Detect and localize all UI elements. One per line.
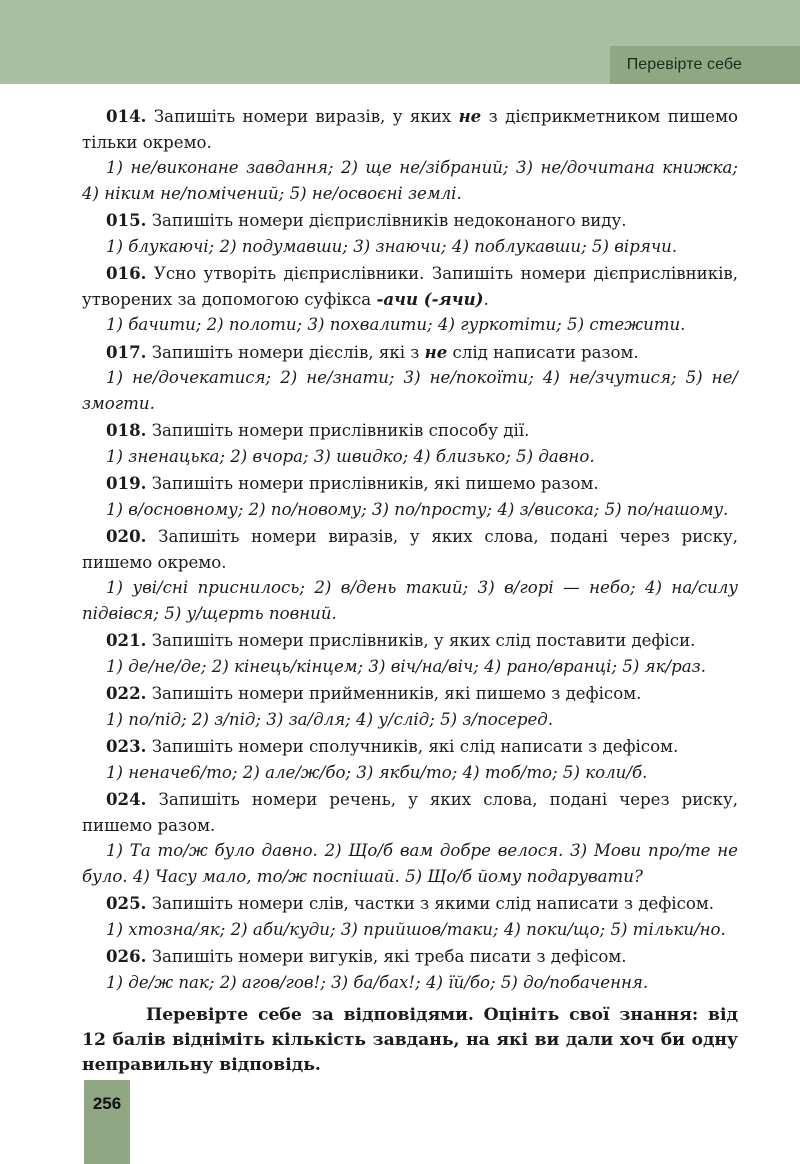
task-instruction: Запишіть номери прислівників способу дії.	[151, 421, 530, 440]
task-instruction: Запишіть номери слів, частки з якими слід написати з дефісом.	[151, 894, 715, 913]
task-number: 014.	[106, 106, 147, 126]
task-number: 025.	[106, 893, 147, 913]
task-options: 1) де/ж пак; 2) агов/гов!; 3) ба/бах!; 4) їй/бо; 5) до/побачення.	[106, 972, 649, 992]
task-instruction-end: з дієприкметником пишемо тільки окремо.	[82, 107, 739, 152]
task-021	[82, 628, 738, 654]
task-number: 026.	[106, 946, 147, 966]
task-instruction: Запишіть номери прислівників, які пишемо разом.	[151, 474, 599, 493]
task-number: 016.	[106, 263, 147, 283]
task-number: 017.	[106, 341, 147, 362]
task-options: 1) блукаючі; 2) подумавши; 3) знаючи; 4) поблукавши; 5) вірячи.	[106, 236, 678, 256]
task-instruction: Запишіть номери прислівників, у яких слід поставити дефіси.	[151, 631, 696, 650]
task-emphasis: -ачи (-ячи)	[376, 288, 484, 309]
task-022	[82, 681, 738, 707]
task-number: 024.	[106, 789, 147, 809]
task-014	[82, 104, 738, 155]
task-instruction: Запишіть номери виразів, у яких	[153, 107, 459, 126]
page-number-tab	[84, 1080, 130, 1164]
task-options: 1) неначе6/то; 2) але/ж/бо; 3) якби/то; 4) тоб/то; 5) коли/б.	[106, 762, 648, 782]
task-number: 019.	[106, 473, 147, 493]
task-instruction: Усно утворіть дієприслівники. Запишіть номери дієприслівників, утворених за допомогою суфікса	[82, 264, 739, 309]
task-options: 1) хтозна/як; 2) аби/куди; 3) прийшов/таки; 4) поки/що; 5) тільки/но.	[106, 919, 726, 939]
task-options: 1) не/дочекатися; 2) не/знати; 3) не/покоїти; 4) не/зчутися; 5) не/змогти.	[82, 368, 738, 413]
task-number: 018.	[106, 420, 147, 440]
task-023	[82, 734, 738, 760]
task-instruction: Запишіть номери виразів, у яких слова, подані через риску, пишемо окремо.	[82, 527, 738, 572]
task-instruction: Запишіть номери дієслів, які з	[151, 342, 425, 362]
task-025	[82, 891, 738, 917]
task-options: 1) уві/сні приснилось; 2) в/день такий; 3) в/горі — небо; 4) на/силу підвівся; 5) у/щерть повний.	[82, 578, 738, 623]
task-015	[82, 208, 738, 234]
task-options: 1) бачити; 2) полоти; 3) похвалити; 4) гуркотіти; 5) стежити.	[106, 315, 686, 334]
task-number: 020.	[106, 526, 147, 546]
task-number: 022.	[106, 683, 147, 703]
task-instruction: Запишіть номери сполучників, які слід написати з дефісом.	[151, 737, 679, 756]
task-options: 1) в/основному; 2) по/новому; 3) по/просту; 4) з/висока; 5) по/нашому.	[106, 499, 729, 519]
task-instruction: Запишіть номери прийменників, які пишемо з дефісом.	[151, 684, 642, 703]
task-020	[82, 524, 738, 575]
task-instruction: Запишіть номери дієприслівників недоконаного виду.	[151, 211, 627, 230]
task-instruction: Запишіть номери речень, у яких слова, подані через риску, пишемо разом.	[82, 790, 738, 835]
task-emphasis: не	[424, 341, 448, 362]
task-options: 1) Та то/ж було давно. 2) Що/б вам добре велося. 3) Мови про/те не було. 4) Часу мало, то/ж поспішай. 5) Що/б йому подарувати?	[82, 841, 738, 886]
task-options: 1) не/виконане завдання; 2) ще не/зібраний; 3) не/дочитана книжка; 4) ніким не/помічений; 5) не/освоєні землі.	[82, 158, 738, 203]
task-instruction: Запишіть номери вигуків, які треба писати з дефісом.	[151, 947, 627, 966]
task-026	[82, 944, 738, 970]
task-options: 1) по/під; 2) з/під; 3) за/для; 4) у/слід; 5) з/посеред.	[106, 709, 554, 729]
task-017	[82, 340, 738, 366]
task-number: 021.	[106, 630, 147, 650]
task-019	[82, 471, 738, 497]
task-number: 023.	[106, 736, 147, 756]
task-018	[82, 418, 738, 444]
section-title: Перевірте себе	[626, 56, 742, 73]
page-number: 256	[92, 1094, 122, 1113]
task-options: 1) зненацька; 2) вчора; 3) швидко; 4) близько; 5) давно.	[106, 446, 595, 466]
task-emphasis: не	[458, 106, 482, 126]
task-number: 015.	[106, 210, 147, 230]
task-instruction-end: слід написати разом.	[447, 342, 639, 362]
task-options: 1) де/не/де; 2) кінець/кінцем; 3) віч/на/віч; 4) рано/вранці; 5) як/раз.	[106, 656, 706, 676]
task-024	[82, 787, 738, 838]
task-016	[82, 261, 738, 312]
self-check-summary: Перевірте себе за відповідями. Оцініть свої знання: від 12 балів відніміть кількість завдань, на які ви дали хоч би одну неправильну відповідь.	[82, 1005, 738, 1075]
exercise-list	[82, 104, 738, 1078]
task-instruction-end: .	[483, 289, 489, 309]
